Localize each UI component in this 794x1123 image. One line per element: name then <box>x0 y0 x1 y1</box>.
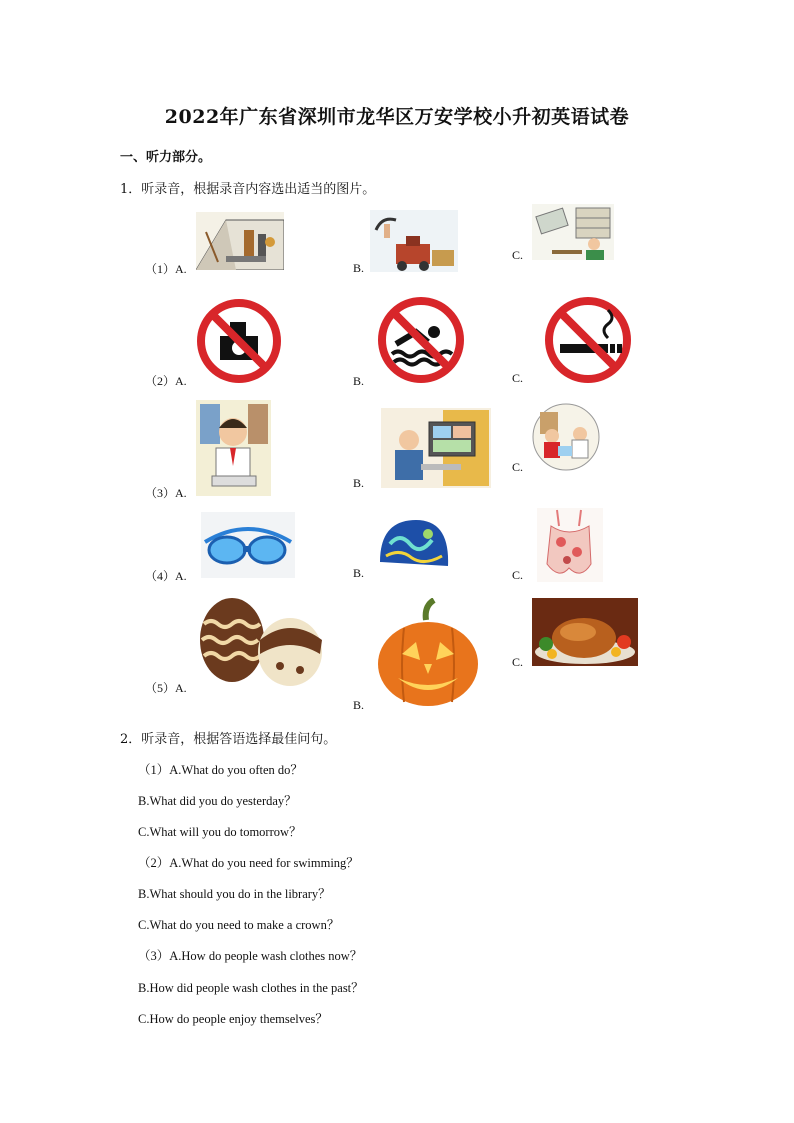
page-title: 2022年广东省深圳市龙华区万安学校小升初英语试卷 <box>164 106 630 128</box>
row1-label-c: C. <box>512 248 524 262</box>
row3-label-b: B. <box>353 476 365 490</box>
row2-label-b: B. <box>353 374 365 388</box>
sweeping-room-picture <box>196 212 284 270</box>
q2-3-option-c: C.How do people enjoy themselves？ <box>138 1012 328 1026</box>
row3-label-a: （3）A. <box>145 486 187 500</box>
jack-o-lantern-picture <box>374 598 482 710</box>
swimming-cap-picture <box>376 514 452 574</box>
roast-turkey-picture <box>532 598 638 666</box>
row5-label-b: B. <box>353 698 365 712</box>
library-reading-picture <box>532 204 614 260</box>
swimsuit-picture <box>537 508 603 582</box>
swimming-goggles-picture <box>201 512 295 578</box>
question-2-instruction: 2．听录音，根据答语选择最佳问句。 <box>120 732 337 747</box>
row3-label-c: C. <box>512 460 524 474</box>
q2-3-option-a: （3）A.How do people wash clothes now？ <box>138 949 363 963</box>
boy-reading-picture <box>196 400 271 496</box>
row2-label-c: C. <box>512 371 524 385</box>
q2-2-option-b: B.What should you do in the library？ <box>138 887 331 901</box>
no-smoking-sign-icon <box>542 296 634 384</box>
boy-computer-picture <box>381 408 491 488</box>
row4-label-a: （4）A. <box>145 569 187 583</box>
row2-label-a: （2）A. <box>145 374 187 388</box>
doctor-visit-picture <box>532 402 600 472</box>
q2-1-option-a: （1）A.What do you often do？ <box>138 763 303 777</box>
q2-1-option-c: C.What will you do tomorrow？ <box>138 825 302 839</box>
section-heading-listening: 一、听力部分。 <box>120 150 212 165</box>
row1-label-b: B. <box>353 261 365 275</box>
row4-label-b: B. <box>353 566 365 580</box>
no-swimming-sign-icon <box>376 296 466 384</box>
q2-2-option-c: C.What do you need to make a crown？ <box>138 918 340 932</box>
easter-eggs-picture <box>196 596 326 690</box>
row1-label-a: （1）A. <box>145 262 187 276</box>
q2-3-option-b: B.How did people wash clothes in the past？ <box>138 981 364 995</box>
row4-label-c: C. <box>512 568 524 582</box>
row5-label-c: C. <box>512 655 524 669</box>
row5-label-a: （5）A. <box>145 681 187 695</box>
no-photography-sign-icon <box>196 298 282 384</box>
harvest-picture <box>370 210 458 272</box>
q2-1-option-b: B.What did you do yesterday？ <box>138 794 297 808</box>
question-1-instruction: 1．听录音，根据录音内容选出适当的图片。 <box>120 182 376 197</box>
q2-2-option-a: （2）A.What do you need for swimming？ <box>138 856 359 870</box>
